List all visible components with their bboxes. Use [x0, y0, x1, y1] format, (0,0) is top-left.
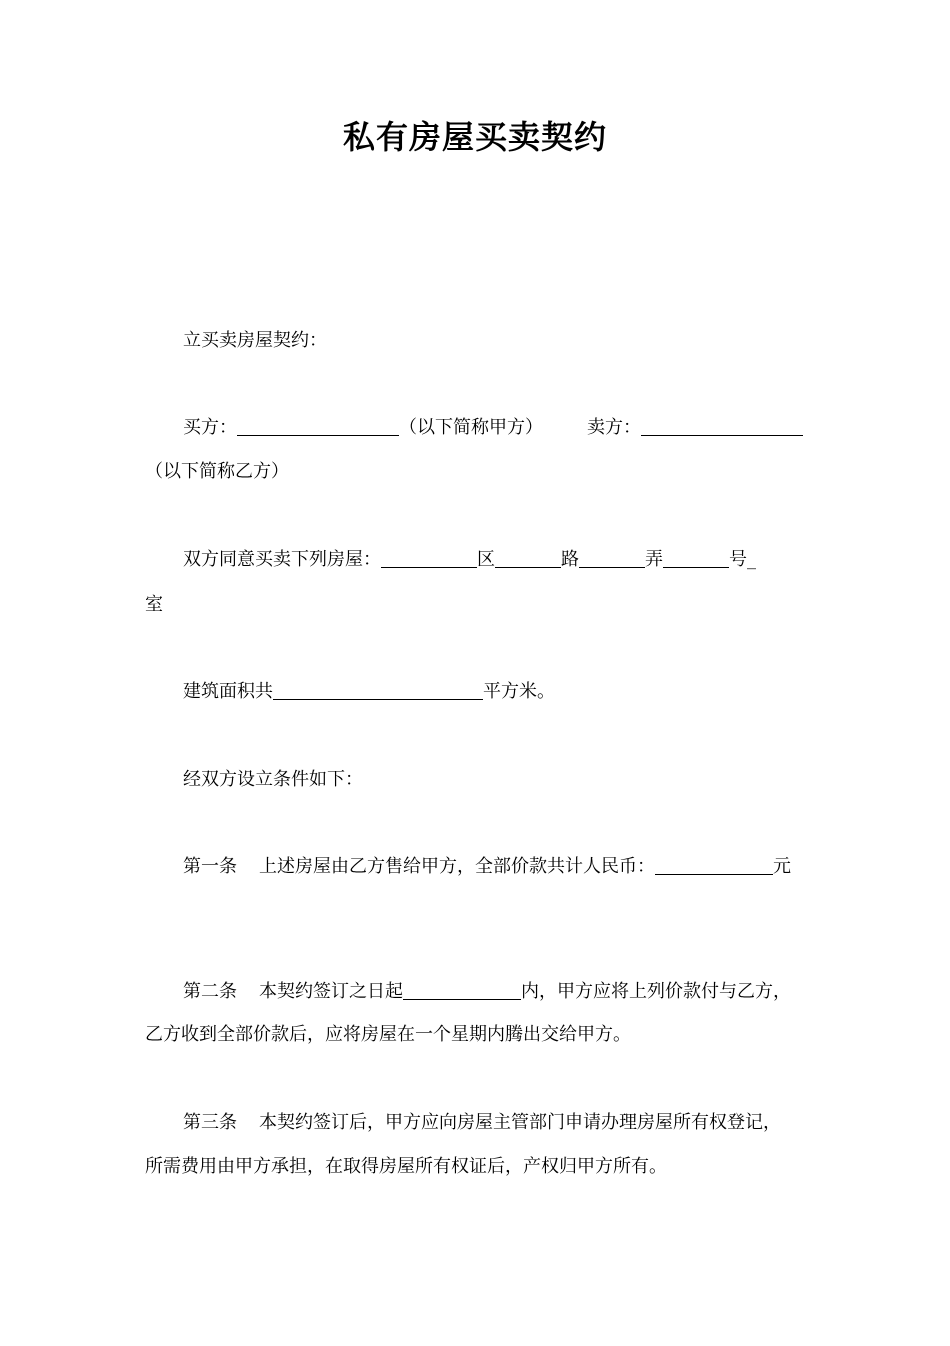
- buyer-label: 买方：: [183, 417, 237, 438]
- buyer-name-blank[interactable]: [237, 415, 399, 436]
- article-2-label: 第二条: [183, 981, 237, 1002]
- road-label: 路: [561, 549, 579, 570]
- lane-blank[interactable]: [579, 547, 645, 568]
- seller-name-blank[interactable]: [641, 415, 803, 436]
- article-3-line-2: [145, 1154, 667, 1180]
- property-lead: 双方同意买卖下列房屋：: [183, 549, 381, 570]
- area-blank[interactable]: [273, 679, 483, 700]
- intro-line: [183, 328, 327, 354]
- seller-label: 卖方：: [587, 417, 641, 438]
- payment-period-blank[interactable]: [403, 979, 521, 1000]
- article-2-text-line-2: 乙方收到全部价款后，应将房屋在一个星期内腾出交给甲方。: [145, 1024, 631, 1045]
- property-line: [183, 547, 756, 573]
- page-title: 私有房屋买卖契约: [342, 118, 607, 156]
- article-3-text-line-1: 本契约签订后，甲方应向房屋主管部门申请办理房屋所有权登记，: [259, 1112, 781, 1133]
- lane-label: 弄: [645, 549, 663, 570]
- road-blank[interactable]: [495, 547, 561, 568]
- parties-line: [183, 415, 803, 441]
- price-blank[interactable]: [655, 854, 773, 875]
- article-1: [183, 854, 791, 880]
- room-label: 室: [145, 594, 163, 615]
- buyer-note: （以下简称甲方）: [399, 417, 543, 438]
- conditions-intro-line: [183, 767, 363, 793]
- article-3: [183, 1110, 781, 1136]
- area-unit: 平方米。: [483, 681, 555, 702]
- article-1-label: 第一条: [183, 856, 237, 877]
- area-line: [183, 679, 555, 705]
- area-lead: 建筑面积共: [183, 681, 273, 702]
- district-blank[interactable]: [381, 547, 477, 568]
- article-2: [183, 979, 791, 1005]
- conditions-intro: 经双方设立条件如下：: [183, 769, 363, 790]
- property-line-2: [145, 592, 163, 618]
- article-2-text-b: 内，甲方应将上列价款付与乙方，: [521, 981, 791, 1002]
- article-3-text-line-2: 所需费用由甲方承担，在取得房屋所有权证后，产权归甲方所有。: [145, 1156, 667, 1177]
- article-3-label: 第三条: [183, 1112, 237, 1133]
- property-trail: _: [747, 549, 756, 570]
- seller-note: （以下简称乙方）: [145, 461, 289, 482]
- intro-text: 立买卖房屋契约：: [183, 330, 327, 351]
- number-label: 号: [729, 549, 747, 570]
- article-1-text: 上述房屋由乙方售给甲方，全部价款共计人民币：: [259, 856, 655, 877]
- number-blank[interactable]: [663, 547, 729, 568]
- article-1-unit: 元: [773, 856, 791, 877]
- article-2-line-2: [145, 1022, 631, 1048]
- parties-line-2: [145, 459, 289, 485]
- article-2-text-a: 本契约签订之日起: [259, 981, 403, 1002]
- district-label: 区: [477, 549, 495, 570]
